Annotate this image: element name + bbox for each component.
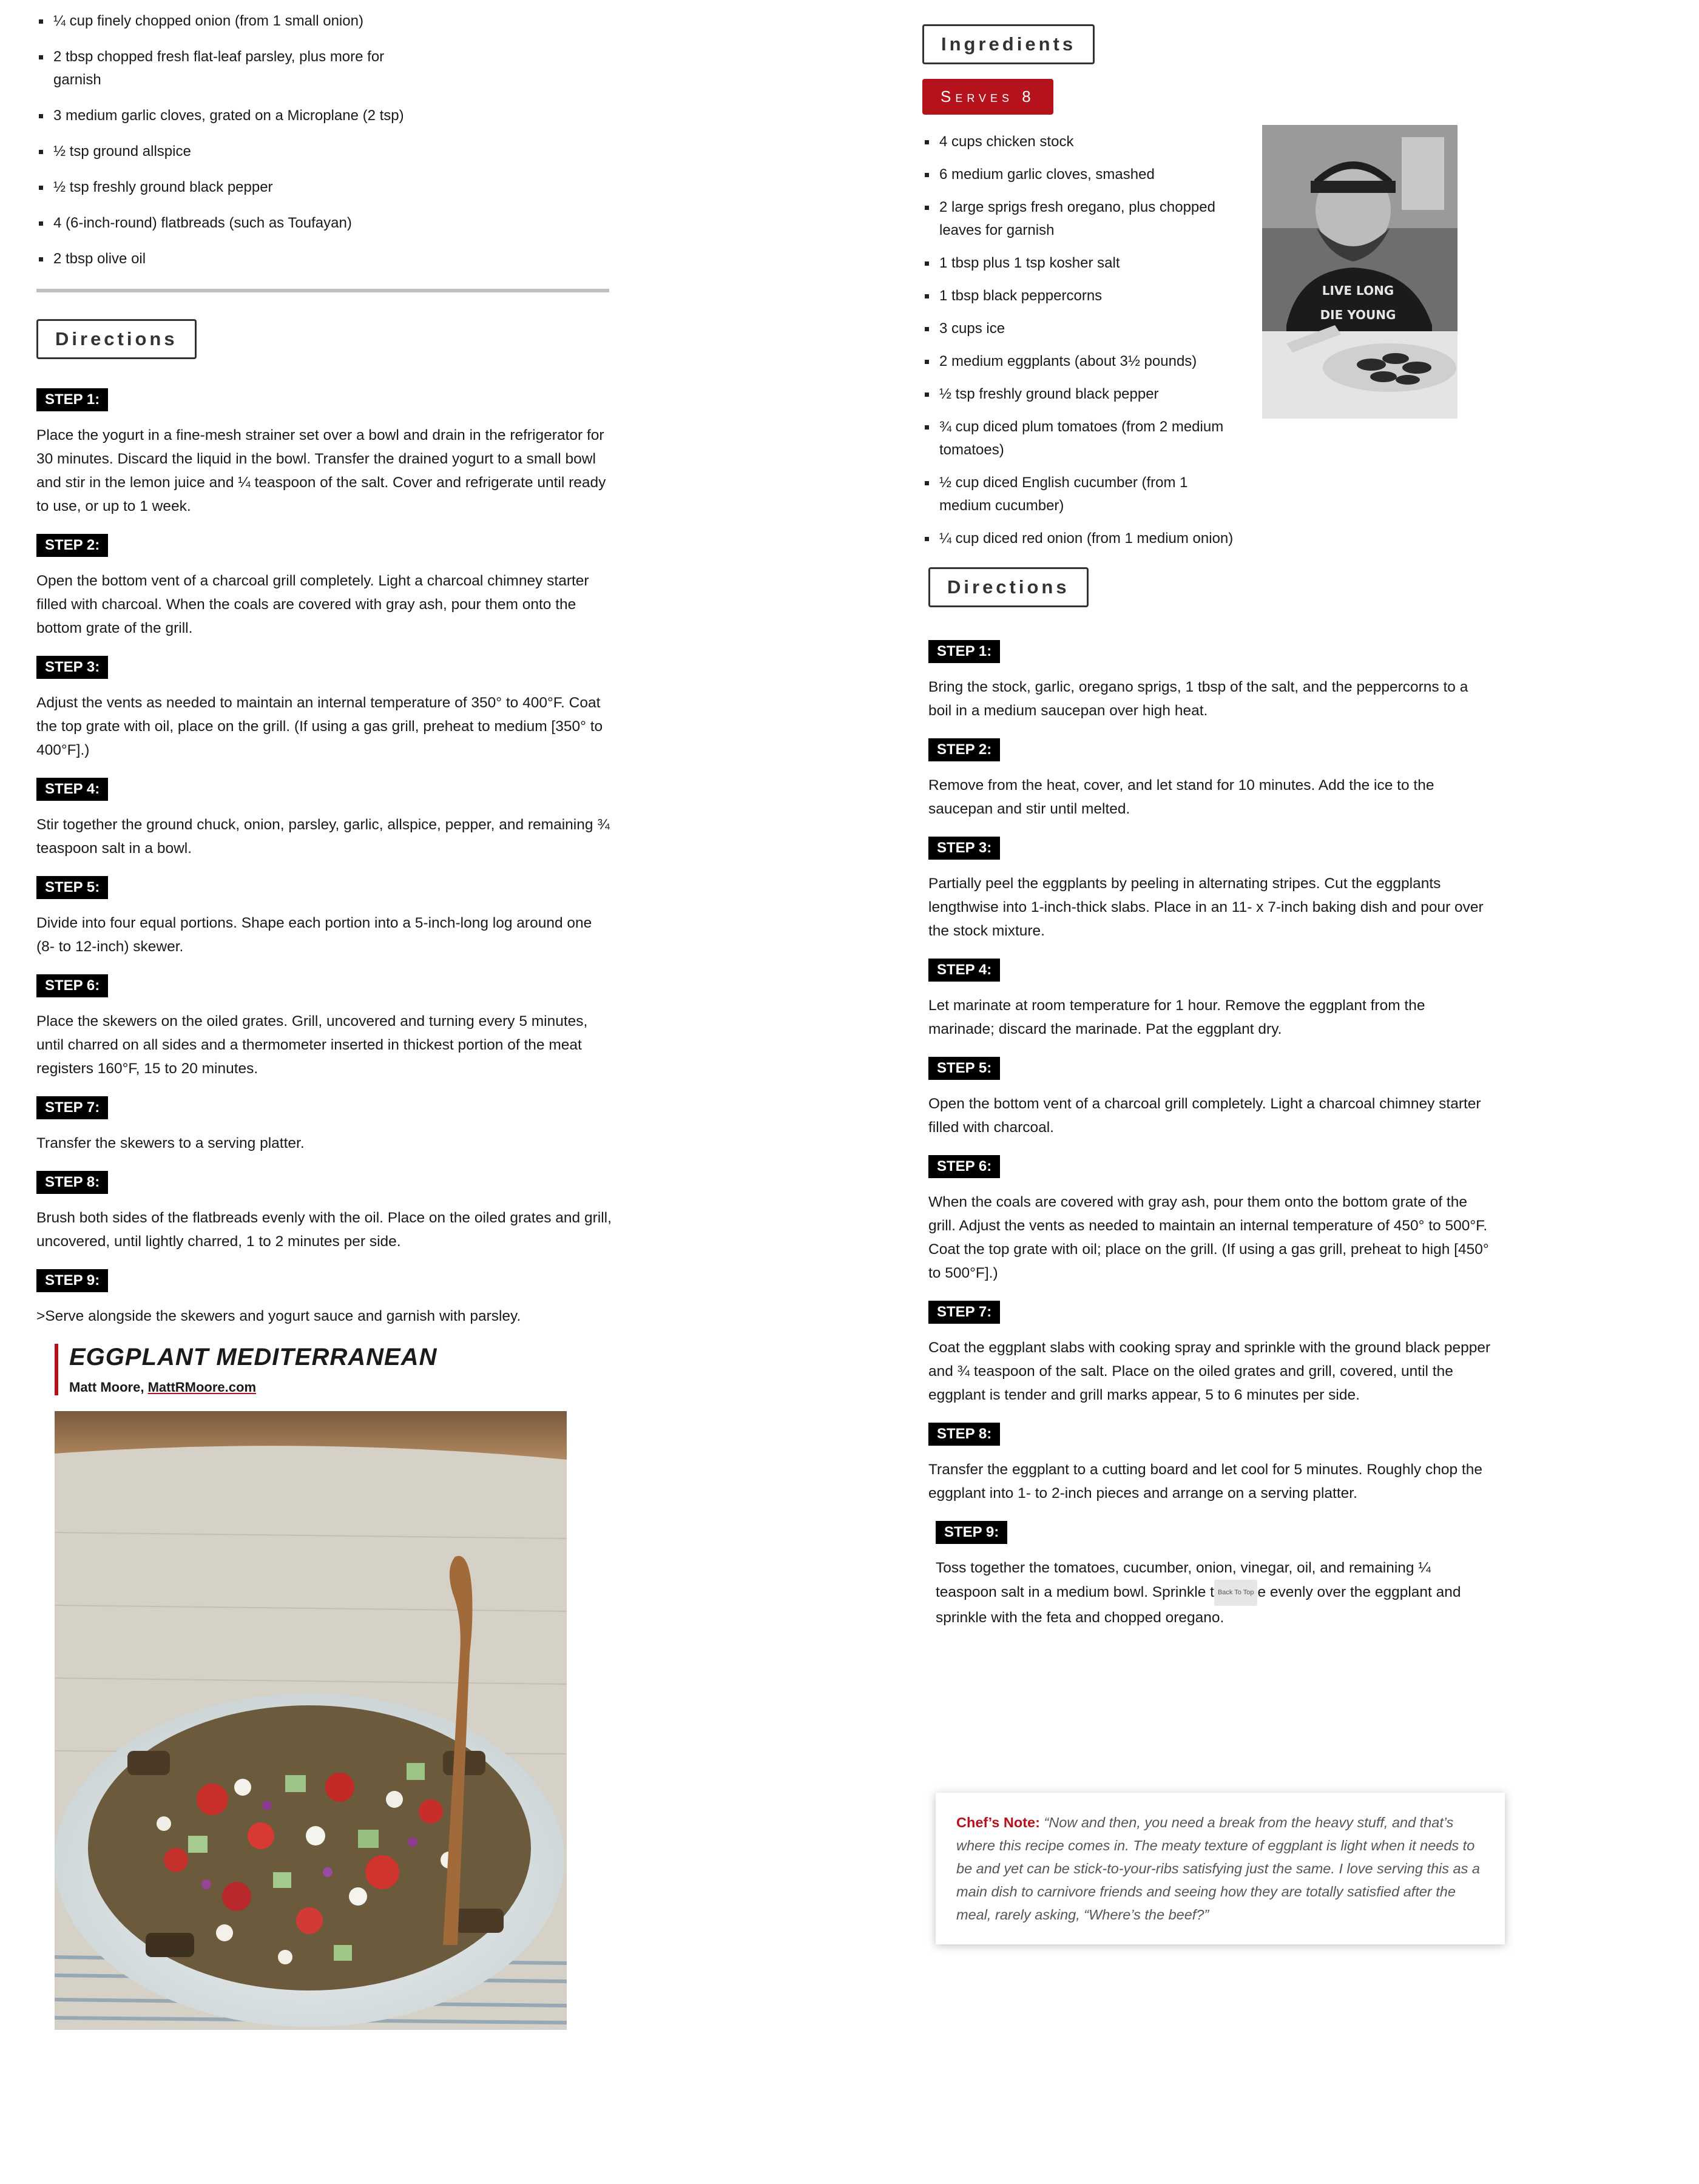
step-6 [928,1139,1493,1285]
step-7 [36,1080,613,1155]
step-label: STEP 6: [36,974,108,997]
step-text: >Serve alongside the skewers and yogurt sauce and garnish with parsley. [36,1308,521,1324]
ingredient-list [36,0,425,271]
ingredient-item: 3 medium garlic cloves, grated on a Microplane (2 tsp) [36,104,425,127]
step-text: Open the bottom vent of a charcoal grill completely. Light a charcoal chimney starter filled with charcoal. When the coals are covered with gray ash, pour them onto the bottom grate of the grill. [36,573,589,636]
step-text: Divide into four equal portions. Shape each portion into a 5-inch-long log around one (8- to 12-inch) skewer. [36,915,592,955]
step-text: Place the yogurt in a fine-mesh strainer set over a bowl and drain in the refrigerator for 30 minutes. Discard the liquid in the bowl. Transfer the drained yogurt to a small bowl and stir in the lemon juice and ¼ teaspoon of the salt. Cover and refrigerate until ready to use, or up to 1 week. [36,427,606,514]
left-column [36,0,613,2030]
ingredient-item: 2 large sprigs fresh oregano, plus chopped leaves for garnish [922,196,1238,242]
step-label: STEP 8: [928,1423,1000,1446]
step-label: STEP 9: [936,1521,1007,1544]
step-4 [36,762,613,860]
ingredient-item: 2 tbsp olive oil [36,248,425,271]
ingredient-item: ½ tsp ground allspice [36,140,425,163]
step-text: Partially peel the eggplants by peeling in alternating stripes. Cut the eggplants lengthwise into 1-inch-thick slabs. Place in an 11- x 7-inch baking dish and pour over the stock mixture. [928,875,1484,939]
ingredient-item: 6 medium garlic cloves, smashed [922,163,1238,186]
ingredient-item: 2 tbsp chopped fresh flat-leaf parsley, plus more for garnish [36,46,425,92]
step-label: STEP 4: [928,959,1000,982]
step-label: STEP 7: [928,1301,1000,1324]
step-3 [928,821,1493,943]
step-label: STEP 1: [928,640,1000,663]
back-to-top-button[interactable]: Back To Top [1214,1580,1258,1606]
step-label: STEP 2: [36,534,108,557]
serves-badge: Serves 8 [922,79,1053,115]
step-text: Place the skewers on the oiled grates. Grill, uncovered and turning every 5 minutes, until charred on all sides and a thermometer inserted in thickest portion of the meat registers 160°F, 15 to 20 minutes. [36,1013,588,1077]
author-name: Matt Moore, [69,1380,148,1395]
chefs-note-label: Chef’s Note: [956,1815,1040,1830]
step-9 [36,1253,613,1328]
step-2 [36,518,613,640]
ingredient-item: 3 cups ice [922,317,1238,340]
step-6 [36,959,613,1080]
step-8 [36,1155,613,1253]
step-label: STEP 9: [36,1269,108,1292]
directions-heading: Directions [36,319,197,359]
directions-steps [928,624,1493,1505]
step-text: Transfer the eggplant to a cutting board and let cool for 5 minutes. Roughly chop the eggplant into 1- to 2-inch pieces and arrange on a serving platter. [928,1461,1482,1502]
step-text: Adjust the vents as needed to maintain an internal temperature of 350° to 400°F. Coat the top grate with oil, place on the grill. (If using a gas grill, preheat to medium [350° to 400°F].) [36,695,603,758]
step-5 [928,1041,1493,1139]
shirt-text: DIE YOUNG [1320,308,1396,322]
ingredients-heading: Ingredients [922,24,1095,64]
step-text: Bring the stock, garlic, oregano sprigs, 1 tbsp of the salt, and the peppercorns to a boil in a medium saucepan over high heat. [928,679,1468,719]
divider [36,289,609,292]
ingredient-item: ¾ cup diced plum tomatoes (from 2 medium tomatoes) [922,416,1238,462]
ingredient-item: ¼ cup diced red onion (from 1 medium onion) [922,527,1238,550]
step-text: Transfer the skewers to a serving platter. [36,1135,305,1151]
step-text: Remove from the heat, cover, and let stand for 10 minutes. Add the ice to the saucepan and stir until melted. [928,777,1434,817]
step-text [936,1556,1494,1630]
step-4 [928,943,1493,1041]
step-label: STEP 6: [928,1155,1000,1178]
step-text: When the coals are covered with gray ash, pour them onto the bottom grate of the grill. Adjust the vents as needed to maintain an internal temperature of 450° to 500°F. Coat the top grate with oil; place on the grill. (If using a gas grill, preheat to high [450° to 500°F].) [928,1194,1489,1281]
chef-portrait-photo [1262,125,1457,419]
eggplant-salad-photo [55,1411,567,2030]
step-text-part: Toss together the tomatoes, cucumber, onion, vinegar, oil, and remaining ¼ teaspoon salt in a medium bowl. Sprinkle t [936,1560,1431,1600]
ingredient-item: 4 (6-inch-round) flatbreads (such as Toufayan) [36,212,425,235]
directions-heading: Directions [928,567,1089,607]
ingredient-item: ½ tsp freshly ground black pepper [922,383,1238,406]
ingredient-item: ¼ cup finely chopped onion (from 1 small onion) [36,10,425,33]
step-label: STEP 5: [36,876,108,899]
step-3 [36,640,613,762]
step-label: STEP 2: [928,738,1000,761]
shirt-text: LIVE LONG [1322,283,1394,298]
author-link[interactable]: MattRMoore.com [147,1380,257,1395]
step-label: STEP 3: [928,837,1000,860]
recipe-header [55,1344,613,1395]
step-label: STEP 8: [36,1171,108,1194]
step-text: Coat the eggplant slabs with cooking spray and sprinkle with the ground black pepper and ¾ teaspoon of the salt. Place on the oiled grates and grill, covered, until the eggplant is tender and grill marks appear, 5 to 6 minutes per side. [928,1340,1491,1403]
step-text-part: e evenly over the eggplant and sprinkle with the feta and chopped oregano. [936,1583,1461,1626]
step-text: Stir together the ground chuck, onion, parsley, garlic, allspice, pepper, and remaining ¾ teaspoon salt in a bowl. [36,817,610,857]
step-2 [928,723,1493,821]
step-text: Open the bottom vent of a charcoal grill completely. Light a charcoal chimney starter filled with charcoal. [928,1096,1481,1136]
ingredient-item: ½ cup diced English cucumber (from 1 medium cucumber) [922,471,1238,517]
step-label: STEP 4: [36,778,108,801]
step-1 [36,372,613,518]
step-label: STEP 1: [36,388,108,411]
step-9 [936,1505,1494,1630]
directions-steps [36,372,613,1328]
ingredient-item: ½ tsp freshly ground black pepper [36,176,425,199]
ingredient-list [922,130,1238,550]
chefs-note-text: “Now and then, you need a break from the heavy stuff, and that’s where this recipe comes in. The meaty texture of eggplant is light when it needs to be and yet can be stick-to-your-ribs satisfying just the same. I love serving this as a main dish to carnivore friends and seeing how they are totally satisfied after the meal, rarely asking, “Where’s the beef?” [956,1815,1480,1923]
step-1 [928,624,1493,723]
step-text: Let marinate at room temperature for 1 hour. Remove the eggplant from the marinade; discard the marinade. Pat the eggplant dry. [928,997,1425,1037]
step-label: STEP 5: [928,1057,1000,1080]
recipe-title: EGGPLANT MEDITERRANEAN [69,1344,437,1370]
step-5 [36,860,613,959]
ingredient-item: 1 tbsp black peppercorns [922,285,1238,308]
step-8 [928,1407,1493,1505]
ingredient-item: 4 cups chicken stock [922,130,1238,153]
step-7 [928,1285,1493,1407]
recipe-author [69,1380,613,1395]
ingredient-item: 2 medium eggplants (about 3½ pounds) [922,350,1238,373]
step-label: STEP 7: [36,1096,108,1119]
step-text: Brush both sides of the flatbreads evenly with the oil. Place on the oiled grates and grill, uncovered, until lightly charred, 1 to 2 minutes per side. [36,1210,612,1250]
ingredient-item: 1 tbsp plus 1 tsp kosher salt [922,252,1238,275]
chefs-note [936,1793,1505,1944]
step-label: STEP 3: [36,656,108,679]
